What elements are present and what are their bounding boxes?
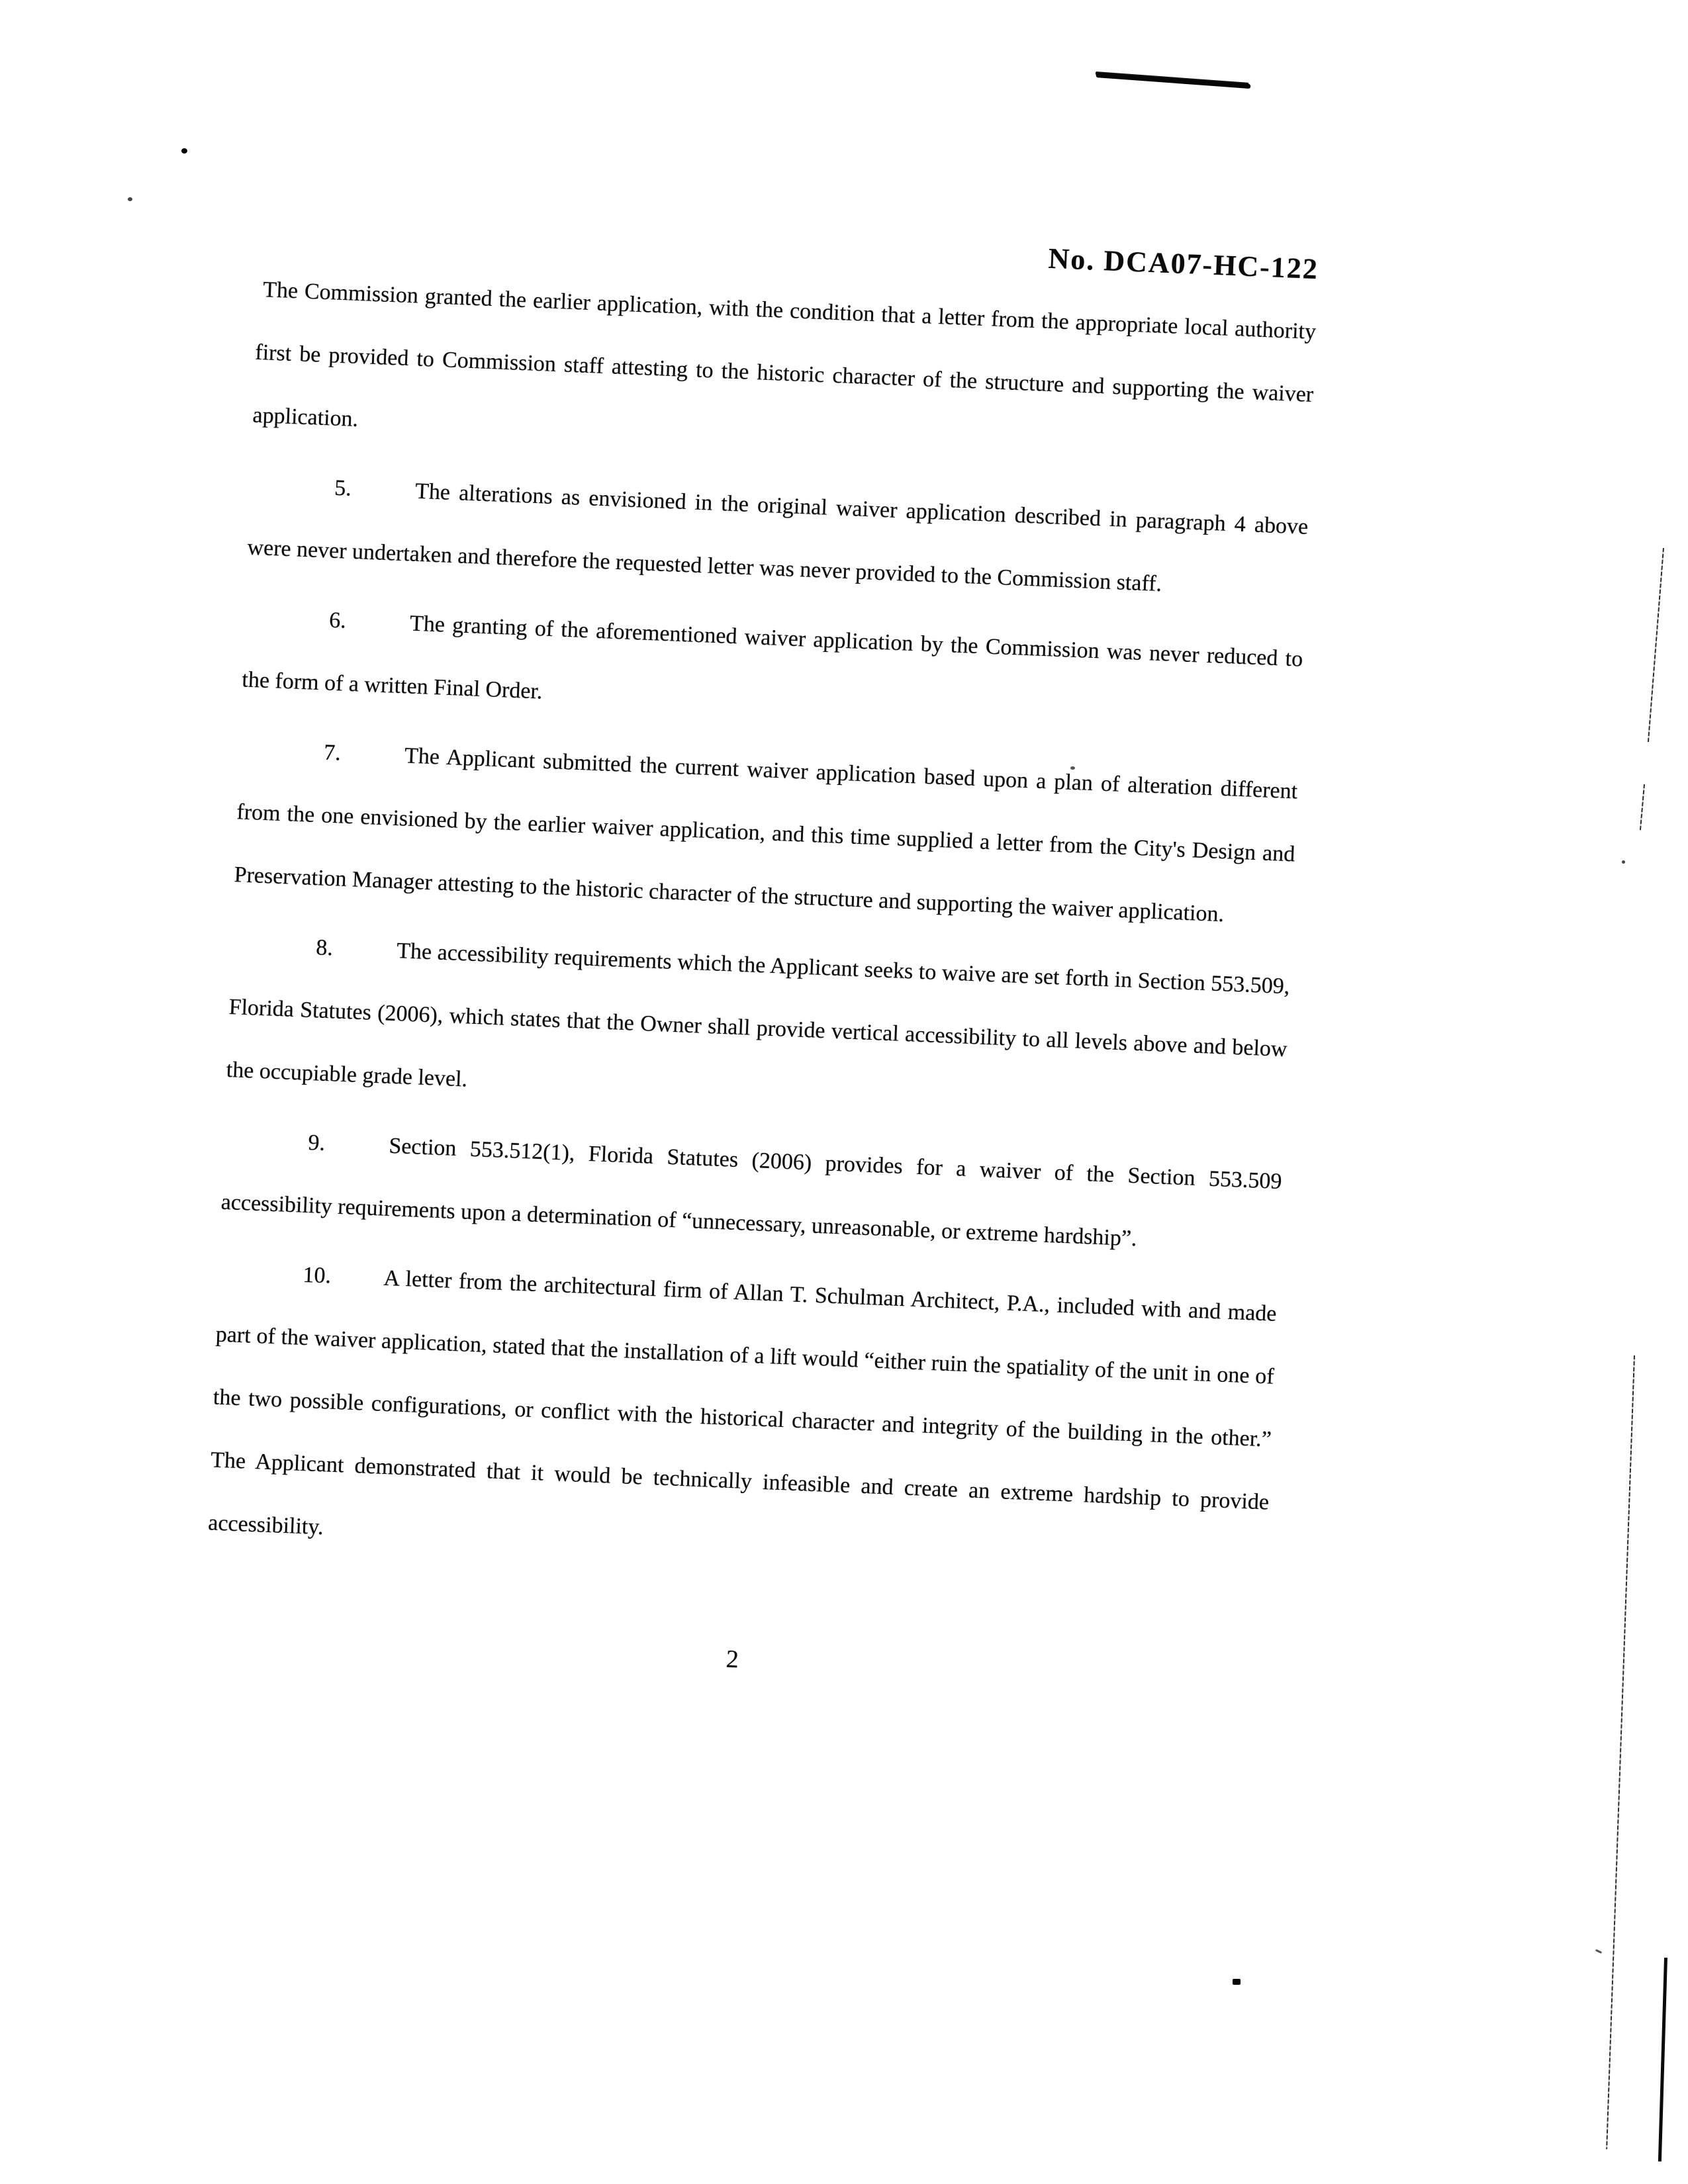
paragraph-text: The accessibility requirements which the Applicant seeks to waive are set forth in Section 553.509, Florida Statutes (2006), which states that the Owner shall provide vertical accessibility to all levels above and below the occupiable grade level. — [226, 938, 1291, 1092]
paragraph — [207, 1240, 1278, 1597]
scan-artifact-edge-line — [1606, 1355, 1635, 2149]
ink-speck — [1595, 1949, 1602, 1954]
scan-artifact-edge-line — [1658, 1958, 1667, 2161]
paragraph-text: The alterations as envisioned in the original waiver application described in paragraph 4 above were never undertaken and therefore the requested letter was never provided to the Commission staff. — [246, 478, 1309, 597]
paragraph-number: 10. — [302, 1262, 332, 1289]
ink-speck — [128, 197, 132, 201]
paragraph-text: A letter from the architectural firm of Allan T. Schulman Architect, P.A., included with and made part of the waiver application, stated that the installation of a lift would “either ruin the spatiality of the unit in one of the two possible configurations, or conflict with the historical character and integrity of the building in the other.” The Applicant demonstrated that it would be technically infeasible and create an extreme hardship to provide accessibility. — [207, 1265, 1278, 1540]
paragraph-text: The Commission granted the earlier application, with the condition that a letter from the appropriate local authority first be provided to Commission staff attesting to the historic character of the structure and supporting the waiver application. — [252, 277, 1317, 432]
paragraph-text: Section 553.512(1), Florida Statutes (2006) provides for a waiver of the Section 553.509 accessibility requirements upon a determination of “unnecessary, unreasonable, or extreme hardship”. — [220, 1133, 1283, 1251]
scan-artifact-edge-line — [1648, 548, 1664, 742]
case-number: No. DCA07-HC-122 — [1047, 242, 1319, 286]
page-number: 2 — [725, 1645, 740, 1674]
paragraph-text: The Applicant submitted the current waiver application based upon a plan of alteration different from the one envisioned by the earlier waiver application, and this time supplied a letter from the City's Design and Preservation Manager attesting to the historic character of the structure and supporting the waiver application. — [234, 743, 1298, 927]
paragraph — [233, 717, 1299, 948]
paragraph-number: 9. — [307, 1130, 326, 1156]
ink-speck — [1622, 860, 1625, 864]
paragraph-number: 8. — [315, 935, 334, 961]
paragraph-text: The granting of the aforementioned waiver application by the Commission was never reduced to the form of a written Final Order. — [241, 611, 1303, 704]
document-text-block — [203, 195, 1320, 1712]
paragraph — [225, 913, 1291, 1144]
scan-artifact-edge-line — [1640, 784, 1645, 831]
paragraph-number: 6. — [328, 608, 347, 633]
ink-speck — [1233, 1979, 1241, 1985]
paragraph-number: 7. — [323, 740, 342, 766]
paragraph-number: 5. — [334, 475, 352, 501]
scan-artifact-header-line — [1096, 73, 1250, 89]
ink-speck — [181, 148, 187, 154]
